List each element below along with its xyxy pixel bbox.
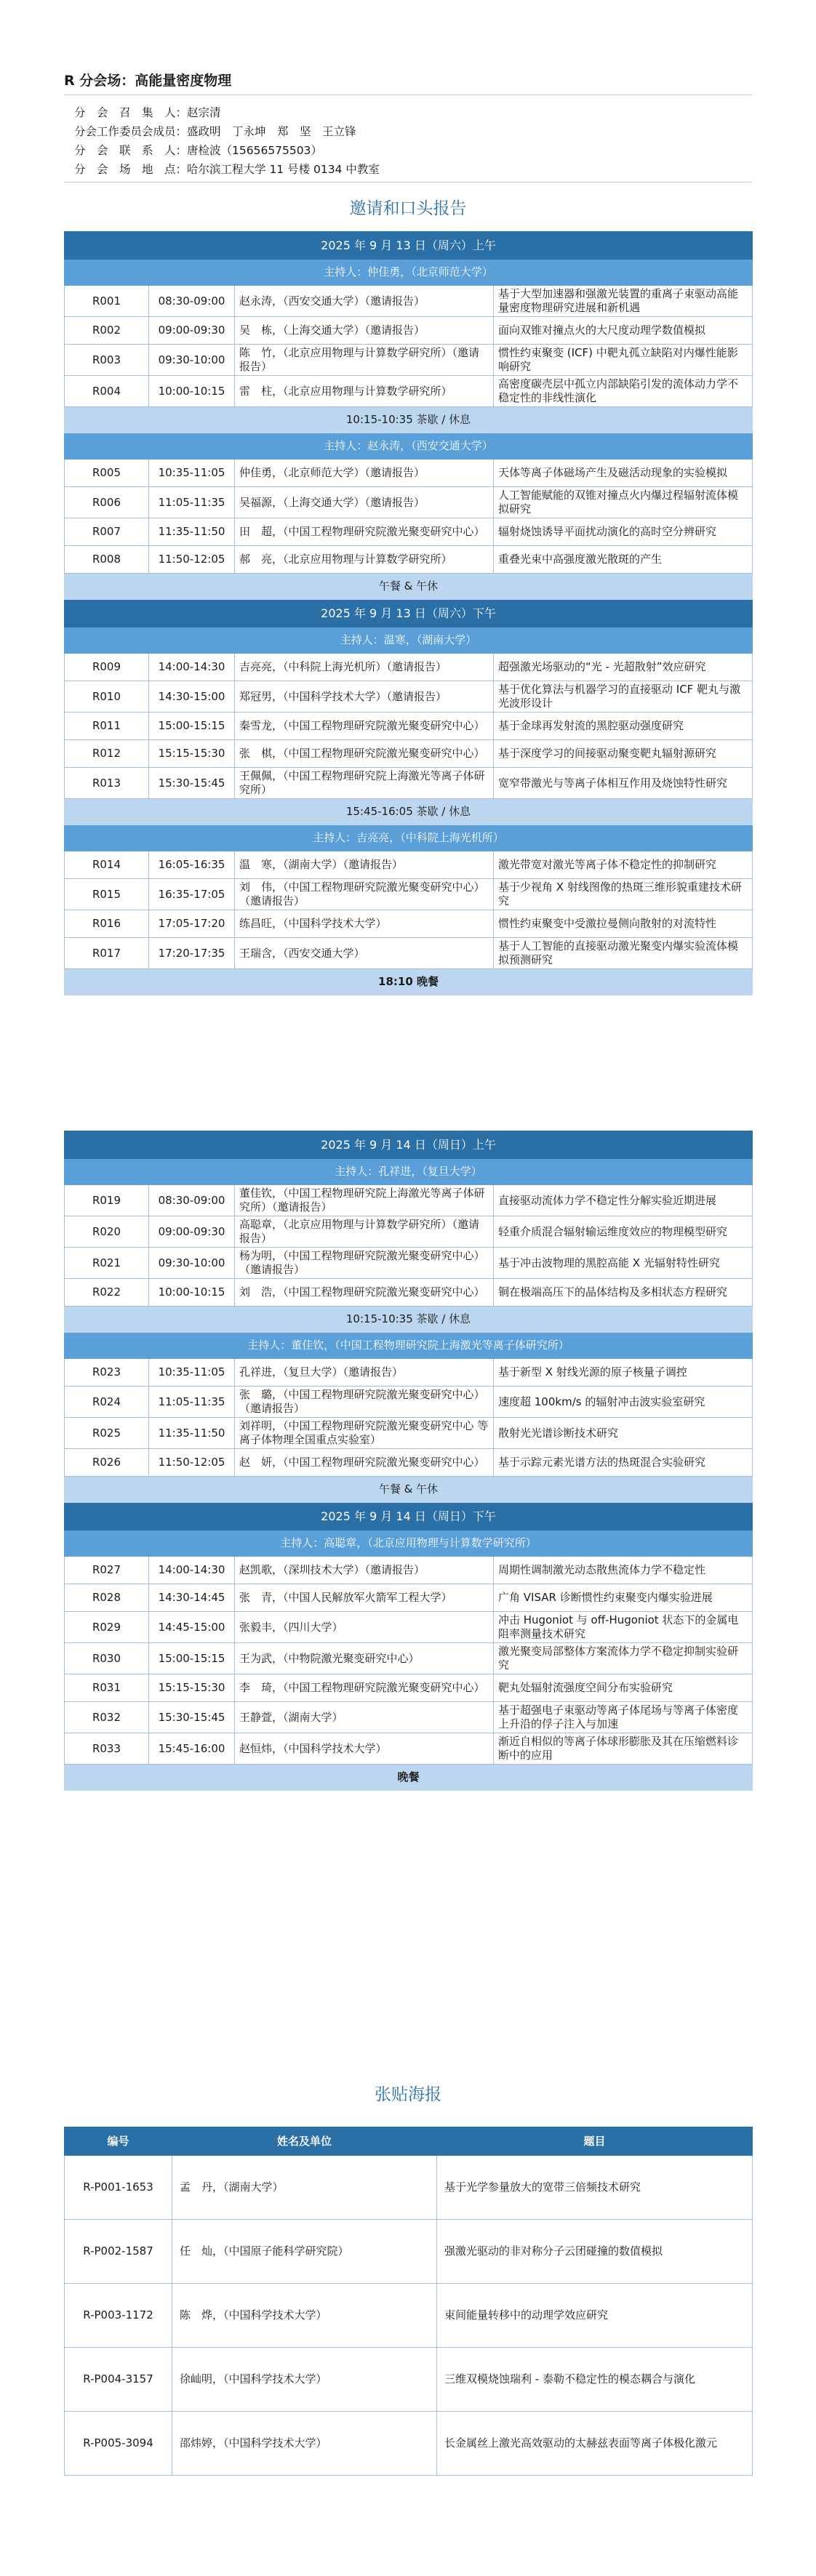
poster-header-code: 编号 [65, 2127, 172, 2156]
talk-title: 基于新型 X 射线光源的原子核量子调控 [494, 1359, 753, 1387]
talk-time: 15:30-15:45 [149, 768, 235, 799]
talk-title: 基于示踪元素光谱方法的热斑混合实验研究 [494, 1449, 753, 1477]
talk-title: 速度超 100km/s 的辐射冲击波实验室研究 [494, 1387, 753, 1418]
talk-code: R022 [65, 1279, 149, 1307]
talk-row [65, 1557, 753, 1584]
talk-row [65, 768, 753, 799]
talk-time: 11:50-12:05 [149, 1449, 235, 1477]
talk-code: R017 [65, 938, 149, 969]
talk-title: 惯性约束聚变 (ICF) 中靶丸孤立缺陷对内爆性能影响研究 [494, 345, 753, 376]
talk-row [65, 740, 753, 768]
talk-row [65, 518, 753, 546]
talk-row [65, 1418, 753, 1449]
talk-title: 靶丸处辐射流强度空间分布实验研究 [494, 1674, 753, 1702]
poster-code: R-P005-3094 [65, 2412, 172, 2476]
break-label: 18:10 晚餐 [65, 969, 753, 995]
talk-speaker: 张 璐，（中国工程物理研究院激光聚变研究中心）（邀请报告） [235, 1387, 494, 1418]
talk-code: R028 [65, 1584, 149, 1612]
talk-speaker: 张毅丰，（四川大学） [235, 1612, 494, 1643]
talk-speaker: 练昌旺，（中国科学技术大学） [235, 910, 494, 938]
talk-speaker: 吴福源，（上海交通大学）（邀请报告） [235, 487, 494, 518]
schedule-table-day2 [64, 1131, 753, 1791]
talk-speaker: 赵凯歌，（深圳技术大学）（邀请报告） [235, 1557, 494, 1584]
talk-code: R012 [65, 740, 149, 768]
session-title: R 分会场：高能量密度物理 [64, 73, 232, 89]
break-row [65, 1477, 753, 1503]
talk-time: 09:30-10:00 [149, 345, 235, 376]
talk-time: 08:30-09:00 [149, 286, 235, 317]
talk-row [65, 1733, 753, 1765]
talk-row [65, 1359, 753, 1387]
talk-code: R014 [65, 851, 149, 879]
talk-speaker: 秦雪龙，（中国工程物理研究院激光聚变研究中心） [235, 713, 494, 740]
session-chair: 主持人：吉亮亮，（中科院上海光机所） [65, 825, 753, 851]
talk-time: 14:30-14:45 [149, 1584, 235, 1612]
talk-time: 11:05-11:35 [149, 487, 235, 518]
talk-code: R003 [65, 345, 149, 376]
chair-row [65, 627, 753, 654]
chair-row [65, 1530, 753, 1557]
talk-time: 15:15-15:30 [149, 740, 235, 768]
talk-code: R026 [65, 1449, 149, 1477]
day-header-row [65, 1131, 753, 1159]
talk-row [65, 1612, 753, 1643]
talk-title: 高密度碳壳层中孤立内部缺陷引发的流体动力学不稳定性的非线性演化 [494, 376, 753, 407]
talk-title: 重叠光束中高强度激光散斑的产生 [494, 546, 753, 574]
poster-row [65, 2348, 753, 2412]
talk-row [65, 1216, 753, 1248]
break-row [65, 969, 753, 995]
talk-title: 轻重介质混合辐射输运维度效应的物理模型研究 [494, 1216, 753, 1248]
talk-time: 14:00-14:30 [149, 1557, 235, 1584]
day-header: 2025 年 9 月 13 日（周六）下午 [65, 600, 753, 627]
talk-row [65, 681, 753, 713]
talk-code: R021 [65, 1248, 149, 1279]
talk-title: 面向双锥对撞点火的大尺度动理学数值模拟 [494, 317, 753, 345]
talk-time: 11:05-11:35 [149, 1387, 235, 1418]
poster-row [65, 2156, 753, 2220]
talk-code: R031 [65, 1674, 149, 1702]
talk-time: 16:05-16:35 [149, 851, 235, 879]
talk-speaker: 王静萱，（湖南大学） [235, 1702, 494, 1733]
talk-speaker: 孔祥进，（复旦大学）（邀请报告） [235, 1359, 494, 1387]
poster-title: 长金属丝上激光高效驱动的太赫兹表面等离子体极化激元 [437, 2412, 753, 2476]
talk-speaker: 陈 竹，（北京应用物理与计算数学研究所）（邀请报告） [235, 345, 494, 376]
poster-code: R-P002-1587 [65, 2220, 172, 2284]
talk-code: R005 [65, 460, 149, 487]
talk-row [65, 376, 753, 407]
talk-row [65, 546, 753, 574]
talk-code: R002 [65, 317, 149, 345]
talk-title: 周期性调制激光动态散焦流体力学不稳定性 [494, 1557, 753, 1584]
oral-section-title: 邀请和口头报告 [349, 199, 467, 218]
talk-code: R030 [65, 1643, 149, 1674]
day-header: 2025 年 9 月 13 日（周六）上午 [65, 232, 753, 260]
break-row [65, 574, 753, 600]
talk-time: 14:30-15:00 [149, 681, 235, 713]
talk-row [65, 487, 753, 518]
talk-time: 11:50-12:05 [149, 546, 235, 574]
session-chair: 主持人：赵永涛，（西安交通大学） [65, 433, 753, 460]
session-chair: 主持人：温寒，（湖南大学） [65, 627, 753, 654]
talk-time: 15:15-15:30 [149, 1674, 235, 1702]
info-row [74, 141, 380, 160]
talk-time: 09:00-09:30 [149, 317, 235, 345]
schedule-table-day1 [64, 231, 753, 995]
talk-speaker: 吴 栋，（上海交通大学）（邀请报告） [235, 317, 494, 345]
talk-row [65, 879, 753, 910]
talk-speaker: 董佳钦，（中国工程物理研究院上海激光等离子体研究所）（邀请报告） [235, 1185, 494, 1216]
talk-speaker: 王为武，（中物院激光聚变研究中心） [235, 1643, 494, 1674]
talk-row [65, 1674, 753, 1702]
info-label: 分会工作委员会成员： [74, 125, 188, 138]
break-row [65, 799, 753, 825]
talk-speaker: 仲佳勇，（北京师范大学）（邀请报告） [235, 460, 494, 487]
poster-title: 三维双模烧蚀瑞利 - 泰勒不稳定性的模态耦合与演化 [437, 2348, 753, 2412]
talk-time: 16:35-17:05 [149, 879, 235, 910]
talk-row [65, 317, 753, 345]
talk-title: 基于大型加速器和强激光装置的重离子束驱动高能量密度物理研究进展和新机遇 [494, 286, 753, 317]
talk-title: 直接驱动流体力学不稳定性分解实验近期进展 [494, 1185, 753, 1216]
break-label: 10:15-10:35 茶歇 / 休息 [65, 1307, 753, 1333]
session-info [74, 103, 380, 179]
session-chair: 主持人：高聪章，（北京应用物理与计算数学研究所） [65, 1530, 753, 1557]
talk-time: 10:00-10:15 [149, 376, 235, 407]
day-header-row [65, 1503, 753, 1530]
talk-code: R015 [65, 879, 149, 910]
break-label: 10:15-10:35 茶歇 / 休息 [65, 407, 753, 433]
chair-row [65, 260, 753, 286]
poster-author: 任 灿，（中国原子能科学研究院） [172, 2220, 437, 2284]
poster-title: 基于光学参量放大的宽带三倍频技术研究 [437, 2156, 753, 2220]
poster-table [64, 2127, 753, 2476]
day-header: 2025 年 9 月 14 日（周日）上午 [65, 1131, 753, 1159]
talk-speaker: 张 棋，（中国工程物理研究院激光聚变研究中心） [235, 740, 494, 768]
chair-row [65, 825, 753, 851]
talk-speaker: 吉亮亮，（中科院上海光机所）（邀请报告） [235, 654, 494, 681]
talk-title: 广角 VISAR 诊断惯性约束聚变内爆实验进展 [494, 1584, 753, 1612]
poster-title: 束间能量转移中的动理学效应研究 [437, 2284, 753, 2348]
talk-title: 激光带宽对激光等离子体不稳定性的抑制研究 [494, 851, 753, 879]
talk-code: R016 [65, 910, 149, 938]
talk-code: R008 [65, 546, 149, 574]
chair-row [65, 1333, 753, 1359]
talk-title: 基于超强电子束驱动等离子体尾场与等离子体密度上升沿的俘子注入与加速 [494, 1702, 753, 1733]
talk-time: 09:00-09:30 [149, 1216, 235, 1248]
talk-title: 散射光光谱诊断技术研究 [494, 1418, 753, 1449]
talk-code: R025 [65, 1418, 149, 1449]
talk-code: R027 [65, 1557, 149, 1584]
day-header-row [65, 232, 753, 260]
talk-time: 14:45-15:00 [149, 1612, 235, 1643]
break-label: 晚餐 [65, 1765, 753, 1791]
talk-row [65, 938, 753, 969]
talk-row [65, 286, 753, 317]
talk-time: 11:35-11:50 [149, 1418, 235, 1449]
talk-code: R019 [65, 1185, 149, 1216]
talk-time: 15:30-15:45 [149, 1702, 235, 1733]
info-value: 盛政明 丁永坤 郑 坚 王立锋 [187, 125, 356, 138]
talk-code: R001 [65, 286, 149, 317]
talk-title: 基于金球再发射流的黑腔驱动强度研究 [494, 713, 753, 740]
talk-title: 冲击 Hugoniot 与 off-Hugoniot 状态下的金属电阻率测量技术研究 [494, 1612, 753, 1643]
info-row [74, 160, 380, 179]
poster-section-title: 张贴海报 [375, 2085, 441, 2104]
chair-row [65, 1159, 753, 1185]
talk-speaker: 高聪章，（北京应用物理与计算数学研究所）（邀请报告） [235, 1216, 494, 1248]
talk-title: 超强激光场驱动的“光 - 光超散射”效应研究 [494, 654, 753, 681]
talk-speaker: 刘祥明，（中国工程物理研究院激光聚变研究中心 等离子体物理全国重点实验室） [235, 1418, 494, 1449]
talk-row [65, 1279, 753, 1307]
talk-speaker: 李 琦，（中国工程物理研究院激光聚变研究中心） [235, 1674, 494, 1702]
poster-author: 徐屾明，（中国科学技术大学） [172, 2348, 437, 2412]
poster-header-row [65, 2127, 753, 2156]
poster-row [65, 2412, 753, 2476]
talk-code: R020 [65, 1216, 149, 1248]
talk-speaker: 刘 伟，（中国工程物理研究院激光聚变研究中心）（邀请报告） [235, 879, 494, 910]
talk-time: 08:30-09:00 [149, 1185, 235, 1216]
talk-time: 17:05-17:20 [149, 910, 235, 938]
info-label: 分 会 联 系 人： [74, 144, 188, 157]
poster-author: 邵炜婷，（中国科学技术大学） [172, 2412, 437, 2476]
talk-row [65, 713, 753, 740]
talk-row [65, 1702, 753, 1733]
talk-speaker: 杨为明，（中国工程物理研究院激光聚变研究中心）（邀请报告） [235, 1248, 494, 1279]
poster-row [65, 2284, 753, 2348]
talk-title: 天体等离子体磁场产生及磁活动现象的实验模拟 [494, 460, 753, 487]
poster-row [65, 2220, 753, 2284]
poster-header-name: 姓名及单位 [172, 2127, 437, 2156]
info-row [74, 122, 380, 141]
talk-code: R024 [65, 1387, 149, 1418]
talk-code: R013 [65, 768, 149, 799]
info-value: 唐检波（15656575503） [187, 144, 322, 157]
talk-row [65, 1584, 753, 1612]
talk-row [65, 1248, 753, 1279]
info-row [74, 103, 380, 122]
talk-speaker: 赵永涛，（西安交通大学）（邀请报告） [235, 286, 494, 317]
talk-row [65, 1449, 753, 1477]
talk-title: 基于优化算法与机器学习的直接驱动 ICF 靶丸与激光波形设计 [494, 681, 753, 713]
break-row [65, 407, 753, 433]
talk-speaker: 刘 浩，（中国工程物理研究院激光聚变研究中心） [235, 1279, 494, 1307]
talk-time: 10:00-10:15 [149, 1279, 235, 1307]
talk-row [65, 345, 753, 376]
talk-code: R029 [65, 1612, 149, 1643]
talk-code: R033 [65, 1733, 149, 1765]
talk-speaker: 田 超，（中国工程物理研究院激光聚变研究中心） [235, 518, 494, 546]
talk-row [65, 1387, 753, 1418]
info-label: 分 会 场 地 点： [74, 163, 188, 176]
session-chair: 主持人：董佳钦，（中国工程物理研究院上海激光等离子体研究所） [65, 1333, 753, 1359]
poster-title: 强激光驱动的非对称分子云团碰撞的数值模拟 [437, 2220, 753, 2284]
talk-speaker: 温 寒，（湖南大学）（邀请报告） [235, 851, 494, 879]
talk-code: R009 [65, 654, 149, 681]
talk-speaker: 雷 柱，（北京应用物理与计算数学研究所） [235, 376, 494, 407]
talk-code: R023 [65, 1359, 149, 1387]
talk-row [65, 851, 753, 879]
talk-speaker: 王佩佩，（中国工程物理研究院上海激光等离子体研究所） [235, 768, 494, 799]
talk-code: R010 [65, 681, 149, 713]
info-value: 赵宗清 [187, 106, 221, 119]
info-label: 分 会 召 集 人： [74, 106, 188, 119]
talk-time: 09:30-10:00 [149, 1248, 235, 1279]
talk-code: R004 [65, 376, 149, 407]
poster-code: R-P001-1653 [65, 2156, 172, 2220]
talk-row [65, 460, 753, 487]
talk-title: 惯性约束聚变中受激拉曼侧向散射的对流特性 [494, 910, 753, 938]
talk-code: R006 [65, 487, 149, 518]
break-label: 午餐 & 午休 [65, 1477, 753, 1503]
poster-author: 陈 烨，（中国科学技术大学） [172, 2284, 437, 2348]
poster-code: R-P003-1172 [65, 2284, 172, 2348]
talk-speaker: 郝 亮，（北京应用物理与计算数学研究所） [235, 546, 494, 574]
talk-time: 10:35-11:05 [149, 1359, 235, 1387]
talk-row [65, 654, 753, 681]
poster-code: R-P004-3157 [65, 2348, 172, 2412]
talk-title: 宽窄带激光与等离子体相互作用及烧蚀特性研究 [494, 768, 753, 799]
day-header-row [65, 600, 753, 627]
talk-speaker: 赵 妍，（中国工程物理研究院激光聚变研究中心） [235, 1449, 494, 1477]
talk-row [65, 1185, 753, 1216]
talk-title: 辐射烧蚀诱导平面扰动演化的高时空分辨研究 [494, 518, 753, 546]
talk-time: 15:00-15:15 [149, 1643, 235, 1674]
talk-speaker: 王瑞含，（西安交通大学） [235, 938, 494, 969]
talk-speaker: 赵恒炜，（中国科学技术大学） [235, 1733, 494, 1765]
session-chair: 主持人：仲佳勇，（北京师范大学） [65, 260, 753, 286]
talk-time: 15:00-15:15 [149, 713, 235, 740]
talk-time: 15:45-16:00 [149, 1733, 235, 1765]
talk-title: 基于深度学习的间接驱动聚变靶丸辐射源研究 [494, 740, 753, 768]
break-row [65, 1765, 753, 1791]
talk-code: R032 [65, 1702, 149, 1733]
talk-speaker: 张 青，（中国人民解放军火箭军工程大学） [235, 1584, 494, 1612]
talk-row [65, 1643, 753, 1674]
poster-header-title: 题目 [437, 2127, 753, 2156]
talk-title: 基于人工智能的直接驱动激光聚变内爆实验流体模拟预测研究 [494, 938, 753, 969]
talk-time: 10:35-11:05 [149, 460, 235, 487]
info-value: 哈尔滨工程大学 11 号楼 0134 中教室 [187, 163, 380, 176]
talk-row [65, 910, 753, 938]
break-label: 15:45-16:05 茶歇 / 休息 [65, 799, 753, 825]
talk-time: 11:35-11:50 [149, 518, 235, 546]
talk-speaker: 郑冠男，（中国科学技术大学）（邀请报告） [235, 681, 494, 713]
session-chair: 主持人：孔祥进，（复旦大学） [65, 1159, 753, 1185]
talk-title: 人工智能赋能的双锥对撞点火内爆过程辐射流体模拟研究 [494, 487, 753, 518]
talk-title: 基于冲击波物理的黑腔高能 X 光辐射特性研究 [494, 1248, 753, 1279]
talk-title: 铜在极端高压下的晶体结构及多相状态方程研究 [494, 1279, 753, 1307]
poster-author: 孟 丹，（湖南大学） [172, 2156, 437, 2220]
talk-code: R011 [65, 713, 149, 740]
talk-title: 渐近自相似的等离子体球形膨胀及其在压缩燃料诊断中的应用 [494, 1733, 753, 1765]
break-row [65, 1307, 753, 1333]
day-header: 2025 年 9 月 14 日（周日）下午 [65, 1503, 753, 1530]
talk-title: 激光聚变局部整体方案流体力学不稳定抑制实验研究 [494, 1643, 753, 1674]
talk-time: 14:00-14:30 [149, 654, 235, 681]
talk-title: 基于少视角 X 射线图像的热斑三维形貌重建技术研究 [494, 879, 753, 910]
talk-time: 17:20-17:35 [149, 938, 235, 969]
chair-row [65, 433, 753, 460]
break-label: 午餐 & 午休 [65, 574, 753, 600]
talk-code: R007 [65, 518, 149, 546]
